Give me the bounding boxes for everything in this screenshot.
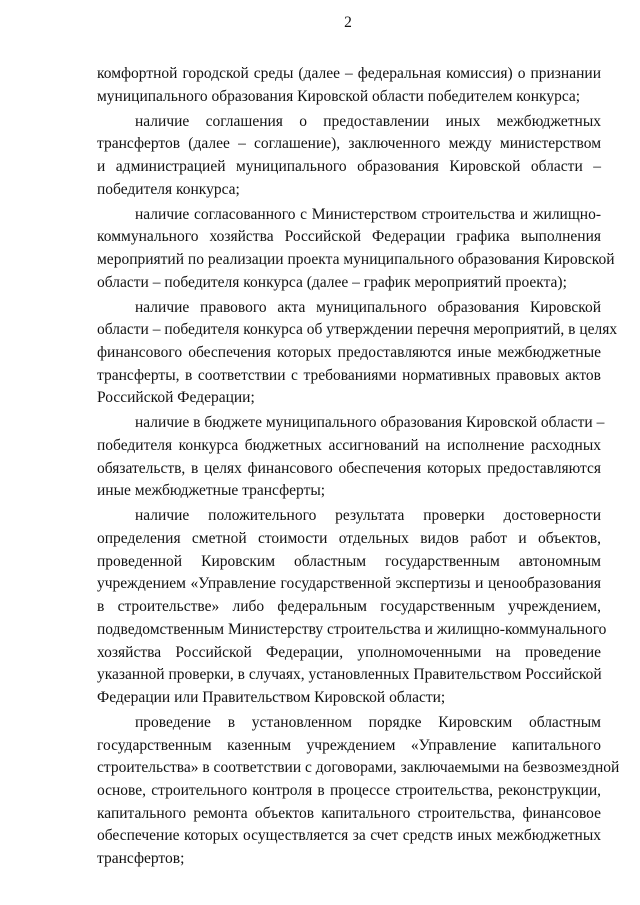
paragraph — [97, 505, 607, 709]
text-line: наличие положительного результата проверки достоверности — [135, 507, 601, 525]
text-line: строительства» в соответствии с договорами, заключаемыми на безвозмездной — [97, 759, 620, 777]
text-line: обязательств, в целях финансового обеспечения которых предоставляются — [97, 459, 601, 477]
text-line: основе, строительного контроля в процессе строительства, реконструкции, — [97, 781, 601, 799]
text-line: обеспечение которых осуществляется за счет средств иных межбюджетных — [97, 827, 601, 845]
text-line: Федерации или Правительством Кировской области; — [97, 688, 446, 706]
text-line: трансферты, в соответствии с требованиями нормативных правовых актов — [97, 366, 601, 384]
text-line: коммунального хозяйства Российской Федерации графика выполнения — [97, 228, 601, 246]
text-line: победителя конкурса бюджетных ассигнований на исполнение расходных — [97, 437, 601, 454]
paragraph — [97, 204, 615, 295]
paragraph — [97, 412, 605, 503]
text-line: указанной проверки, в случаях, установленных Правительством Российской — [97, 666, 602, 684]
paragraph — [97, 63, 601, 108]
text-line: победителя конкурса; — [97, 180, 240, 198]
text-line: наличие согласованного с Министерством строительства и жилищно- — [135, 205, 601, 223]
text-line: подведомственным Министерству строительства и жилищно-коммунального — [97, 620, 607, 638]
text-line: области – победителя конкурса (далее – график мероприятий проекта); — [97, 273, 567, 291]
text-line: и администрацией муниципального образования Кировской области – — [97, 158, 601, 175]
text-line: муниципального образования Кировской области победителем конкурса; — [97, 87, 581, 105]
text-line: определения сметной стоимости отдельных видов работ и объектов, — [97, 530, 601, 547]
paragraph — [97, 111, 601, 202]
paragraph — [97, 712, 620, 871]
text-line: наличие соглашения о предоставлении иных межбюджетных — [135, 112, 601, 130]
text-line: капитального ремонта объектов капитального строительства, финансовое — [97, 804, 601, 822]
text-line: комфортной городской среды (далее – федеральная комиссия) о признании — [97, 65, 601, 82]
text-line: Российской Федерации; — [97, 389, 255, 407]
page-number: 2 — [344, 14, 352, 31]
text-line: финансового обеспечения которых предоставляются иные межбюджетные — [97, 344, 601, 361]
text-line: в строительстве» либо федеральным государственным учреждением, — [97, 598, 601, 616]
text-line: проведение в установленном порядке Кировским областным — [135, 713, 601, 731]
text-line: наличие правового акта муниципального образования Кировской — [135, 298, 601, 316]
text-line: иные межбюджетные трансферты; — [97, 482, 326, 500]
text-line: государственным казенным учреждением «Управление капитального — [97, 736, 601, 754]
text-line: проведенной Кировским областным государственным автономным — [97, 552, 601, 570]
document-body — [97, 63, 620, 873]
text-line: хозяйства Российской Федерации, уполномоченными на проведение — [97, 643, 601, 661]
text-line: мероприятий по реализации проекта муниципального образования Кировской — [97, 251, 615, 268]
text-line: учреждением «Управление государственной экспертизы и ценообразования — [97, 575, 601, 593]
paragraph — [97, 297, 618, 411]
text-line: наличие в бюджете муниципального образования Кировской области – — [135, 414, 605, 432]
text-line: области – победителя конкурса об утверждении перечня мероприятий, в целях — [97, 321, 618, 339]
text-line: трансфертов (далее – соглашение), заключенного между министерством — [97, 135, 601, 153]
text-line: трансфертов; — [97, 850, 185, 868]
